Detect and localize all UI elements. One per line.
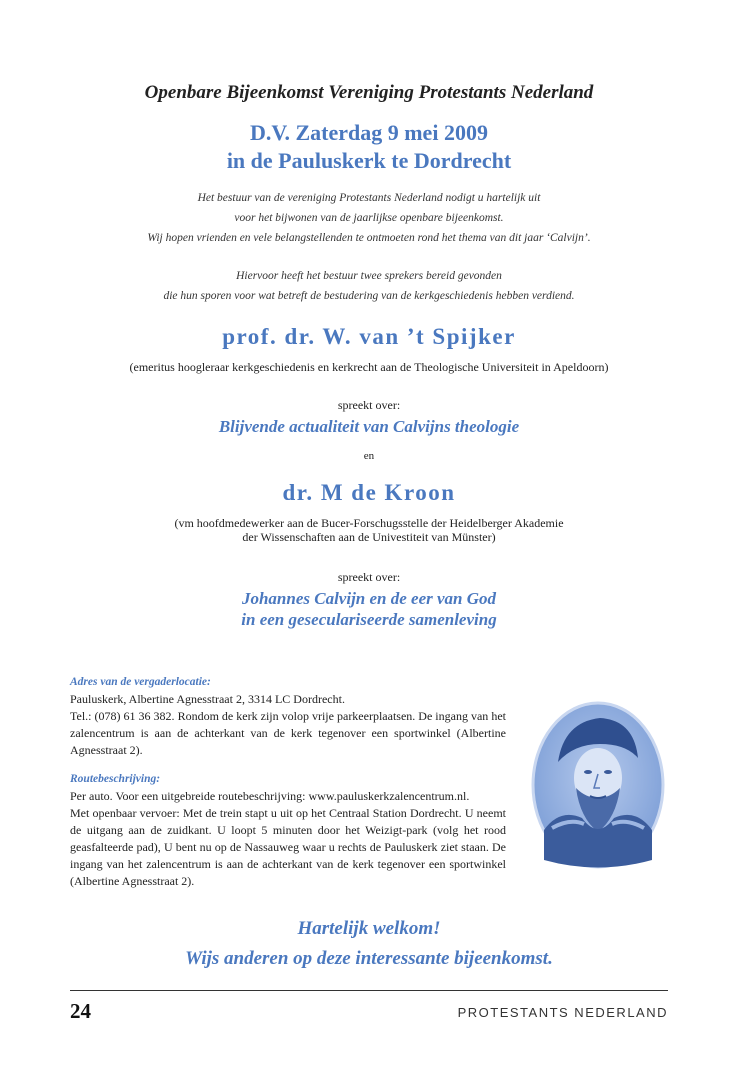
intro-line: Wij hopen vrienden en vele belangstellenden te ontmoeten rond het thema van dit jaar ‘Calvijn’. xyxy=(147,232,591,244)
speaker-1-name: prof. dr. W. van ’t Spijker xyxy=(222,324,516,349)
calvin-portrait xyxy=(530,700,666,870)
conjunction: en xyxy=(363,450,375,462)
intro-paragraph-2 xyxy=(60,266,678,306)
location-address: Pauluskerk, Albertine Agnesstraat 2, 3314 LC Dordrecht. xyxy=(70,692,345,706)
speaker-1-topic: Blijvende actualiteit van Calvijns theologie xyxy=(218,417,520,436)
location-details: Tel.: (078) 61 36 382. Rondom de kerk zijn volop vrije parkeerplaatsen. De ingang van het zalencentrum is aan de achterkant van de kerk tegenover een sportwinkel (Albertine Agnesstraat 2). xyxy=(70,709,506,757)
welcome-line-2: Wijs anderen op deze interessante bijeenkomst. xyxy=(185,948,553,969)
intro-line: die hun sporen voor wat betreft de bestudering van de kerkgeschiedenis hebben verdiend. xyxy=(163,290,575,302)
route-public-transport: Met openbaar vervoer: Met de trein stapt u uit op het Centraal Station Dordrecht. U neemt de uitgang aan de zuidkant. U loopt 5 minuten door het Weizigt-park (volg het rood geasfalteerde pad), U bent nu op de Nassauweg waar u rechts de Pauluskerk ziet staan. De ingang van het zalencentrum is aan de achterkant van de kerk tegenover een sportwinkel (Albertine Agnesstraat 2). xyxy=(70,806,506,888)
intro-line: voor het bijwonen van de jaarlijkse openbare bijeenkomst. xyxy=(234,212,504,224)
intro-line: Hiervoor heeft het bestuur twee sprekers bereid gevonden xyxy=(236,270,502,282)
footer-divider xyxy=(70,990,668,991)
speaker-1-affiliation: (emeritus hoogleraar kerkgeschiedenis en kerkrecht aan de Theologische Universiteit in Apeldoorn) xyxy=(129,360,609,374)
welcome-line-1: Hartelijk welkom! xyxy=(297,918,441,939)
route-section xyxy=(70,771,506,890)
route-label: Routebeschrijving: xyxy=(70,773,161,785)
intro-line: Het bestuur van de vereniging Protestants Nederland nodigt u hartelijk uit xyxy=(197,192,541,204)
affiliation-line: der Wissenschaften aan de Univestiteit van Münster) xyxy=(242,530,496,544)
event-header: Openbare Bijeenkomst Vereniging Protestants Nederland xyxy=(144,82,594,103)
event-date: D.V. Zaterdag 9 mei 2009 xyxy=(250,120,488,145)
event-venue: in de Pauluskerk te Dordrecht xyxy=(226,148,512,173)
speaker-2-name: dr. M de Kroon xyxy=(282,480,456,505)
affiliation-line: (vm hoofdmedewerker aan de Bucer-Forschugsstelle der Heidelberger Akademie xyxy=(174,516,564,530)
location-section xyxy=(70,674,506,759)
location-label: Adres van de vergaderlocatie: xyxy=(70,676,211,688)
intro-paragraph-1 xyxy=(60,188,678,248)
topic-line: in een geseculariseerde samenleving xyxy=(241,610,497,629)
route-by-car: Per auto. Voor een uitgebreide routebeschrijving: www.pauluskerkzalencentrum.nl. xyxy=(70,789,470,803)
speaker-2-affiliation xyxy=(60,516,678,544)
publication-name: PROTESTANTS NEDERLAND xyxy=(457,1005,668,1020)
speaker-2-topic xyxy=(60,588,678,630)
speaker-2-speaks-label: spreekt over: xyxy=(337,570,401,584)
speaker-1-speaks-label: spreekt over: xyxy=(337,398,401,412)
page-number: 24 xyxy=(70,999,91,1023)
welcome-message xyxy=(60,914,678,974)
topic-line: Johannes Calvijn en de eer van God xyxy=(241,589,497,608)
